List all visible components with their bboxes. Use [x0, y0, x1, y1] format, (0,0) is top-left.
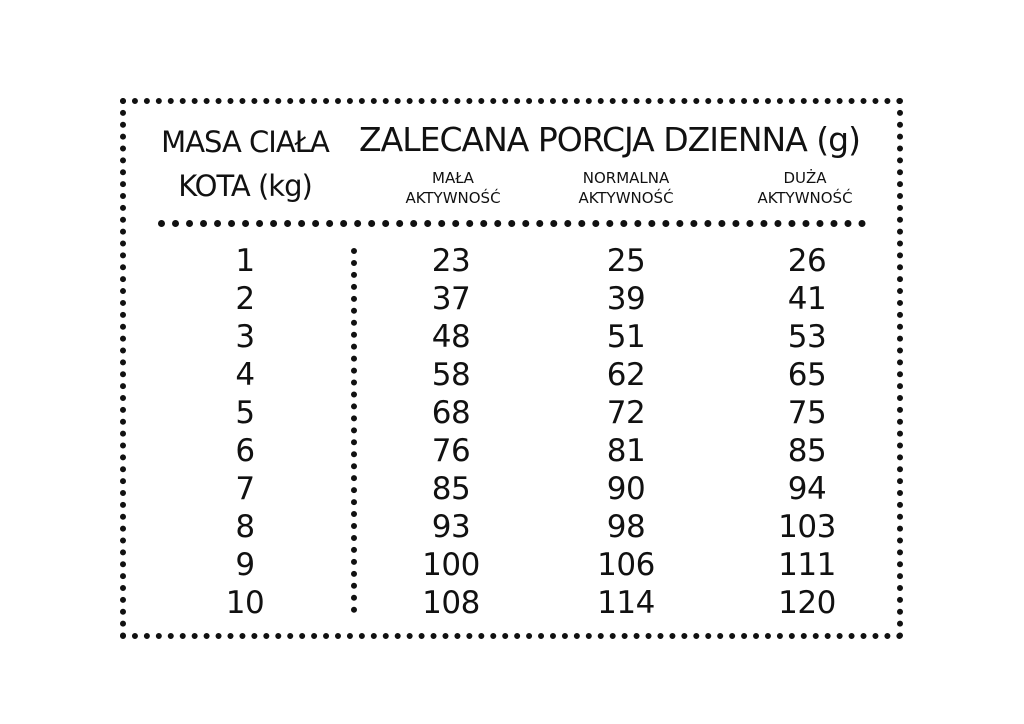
- normal-activity-header: [541, 168, 711, 208]
- mass-cell: 6: [235, 433, 255, 469]
- low-activity-cell: 85: [431, 471, 471, 507]
- mass-cell: 5: [235, 395, 255, 431]
- low-activity-cell: 48: [431, 319, 471, 355]
- daily-portion-header: ZALECANA PORCJA DZIENNA (g): [359, 120, 860, 159]
- mass-column-header: MASA CIAŁA KOTA (kg): [161, 125, 329, 203]
- high-activity-cell: 53: [787, 319, 827, 355]
- low-activity-cell: 76: [431, 433, 471, 469]
- normal-activity-cell: 72: [606, 395, 646, 431]
- low-activity-column: [391, 242, 511, 622]
- mass-cell: 4: [235, 357, 255, 393]
- high-activity-line1: DUŻA: [783, 169, 827, 187]
- mass-cell: 10: [225, 585, 265, 621]
- mass-column: [185, 242, 305, 622]
- low-activity-cell: 58: [431, 357, 471, 393]
- low-activity-cell: 37: [431, 281, 471, 317]
- low-activity-cell: 68: [431, 395, 471, 431]
- low-activity-cell: 100: [422, 547, 480, 583]
- normal-activity-cell: 25: [606, 243, 646, 279]
- high-activity-cell: 120: [778, 585, 836, 621]
- normal-activity-cell: 90: [606, 471, 646, 507]
- high-activity-cell: 94: [787, 471, 827, 507]
- mass-cell: 9: [235, 547, 255, 583]
- high-activity-cell: 111: [778, 547, 836, 583]
- normal-activity-cell: 98: [606, 509, 646, 545]
- mass-cell: 3: [235, 319, 255, 355]
- high-activity-cell: 41: [787, 281, 827, 317]
- mass-cell: 7: [235, 471, 255, 507]
- high-activity-cell: 75: [787, 395, 827, 431]
- mass-cell: 1: [235, 243, 255, 279]
- high-activity-cell: 85: [787, 433, 827, 469]
- normal-activity-line2: AKTYWNOŚĆ: [578, 189, 674, 207]
- normal-activity-cell: 81: [606, 433, 646, 469]
- header-divider: [158, 220, 866, 227]
- low-activity-cell: 108: [422, 585, 480, 621]
- normal-activity-cell: 106: [597, 547, 655, 583]
- low-activity-line1: MAŁA: [432, 169, 474, 187]
- column-divider: [351, 248, 357, 613]
- low-activity-line2: AKTYWNOŚĆ: [405, 189, 501, 207]
- normal-activity-cell: 114: [597, 585, 655, 621]
- normal-activity-cell: 39: [606, 281, 646, 317]
- high-activity-cell: 103: [778, 509, 836, 545]
- high-activity-header: [720, 168, 890, 208]
- high-activity-line2: AKTYWNOŚĆ: [757, 189, 853, 207]
- normal-activity-cell: 62: [606, 357, 646, 393]
- low-activity-header: [368, 168, 538, 208]
- low-activity-cell: 23: [431, 243, 471, 279]
- mass-cell: 2: [235, 281, 255, 317]
- high-activity-cell: 26: [787, 243, 827, 279]
- high-activity-column: [747, 242, 867, 622]
- mass-cell: 8: [235, 509, 255, 545]
- low-activity-cell: 93: [431, 509, 471, 545]
- high-activity-cell: 65: [787, 357, 827, 393]
- normal-activity-line1: NORMALNA: [582, 169, 670, 187]
- normal-activity-column: [566, 242, 686, 622]
- normal-activity-cell: 51: [606, 319, 646, 355]
